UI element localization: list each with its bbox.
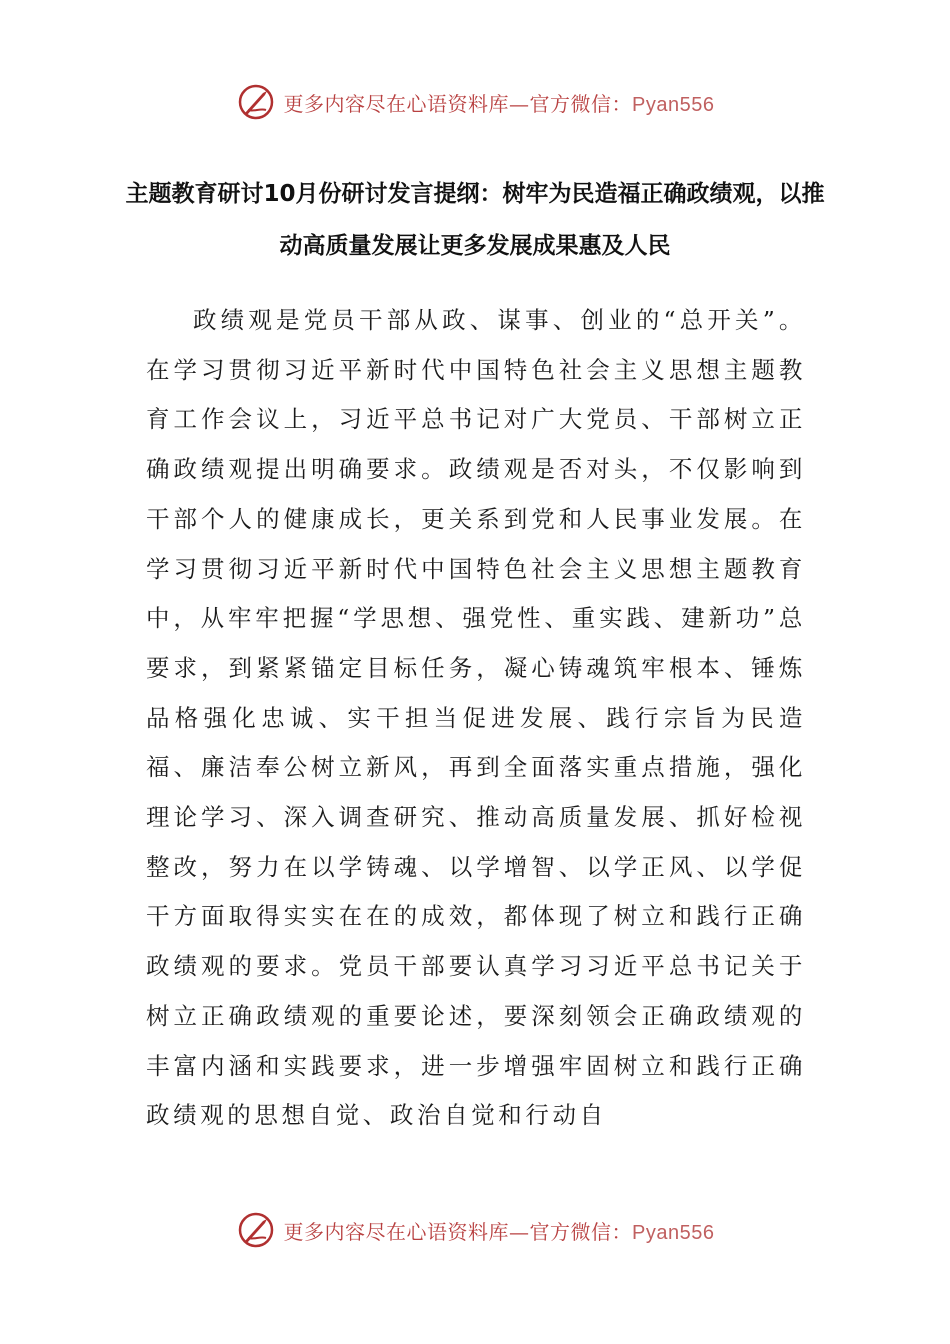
footer-banner: [0, 1208, 950, 1252]
banner-contact-label: 官方微信：: [529, 1219, 633, 1244]
banner-site-text: 更多内容尽在心语资料库: [283, 91, 510, 116]
banner-wechat-id: Pyan556: [632, 93, 715, 116]
banner-text: [284, 88, 715, 117]
document-title: 主题教育研讨10月份研讨发言提纲：树牢为民造福正确政绩观，以推动高质量发展让更多发展成果惠及人民: [125, 181, 825, 259]
banner-dash: —: [509, 1219, 530, 1244]
banner-wechat-id: Pyan556: [632, 1221, 715, 1244]
pen-logo-icon: [236, 1210, 276, 1250]
banner-dash: —: [509, 91, 530, 116]
banner-site-text: 更多内容尽在心语资料库: [283, 1219, 510, 1244]
body-paragraph: 政绩观是党员干部从政、谋事、创业的“总开关”。在学习贯彻习近平新时代中国特色社会主义思想主题教育工作会议上，习近平总书记对广大党员、干部树立正确政绩观提出明确要求。政绩观是否对头，不仅影响到干部个人的健康成长，更关系到党和人民事业发展。在学习贯彻习近平新时代中国特色社会主义思想主题教育中，从牢牢把握“学思想、强党性、重实践、建新功”总要求，到紧紧锚定目标任务，凝心铸魂筑牢根本、锤炼品格强化忠诚、实干担当促进发展、践行宗旨为民造福、廉洁奉公树立新风，再到全面落实重点措施，强化理论学习、深入调查研究、推动高质量发展、抓好检视整改，努力在以学铸魂、以学增智、以学正风、以学促干方面取得实实在在的成效，都体现了树立和践行正确政绩观的要求。党员干部要认真学习习近平总书记关于树立正确政绩观的重要论述，要深刻领会正确政绩观的丰富内涵和实践要求，进一步增强牢固树立和践行正确政绩观的思想自觉、政治自觉和行动自: [146, 306, 806, 1130]
pen-logo-icon: [236, 82, 276, 122]
banner-contact-label: 官方微信：: [529, 91, 633, 116]
banner-text: [284, 1216, 715, 1245]
header-banner: [0, 80, 950, 124]
